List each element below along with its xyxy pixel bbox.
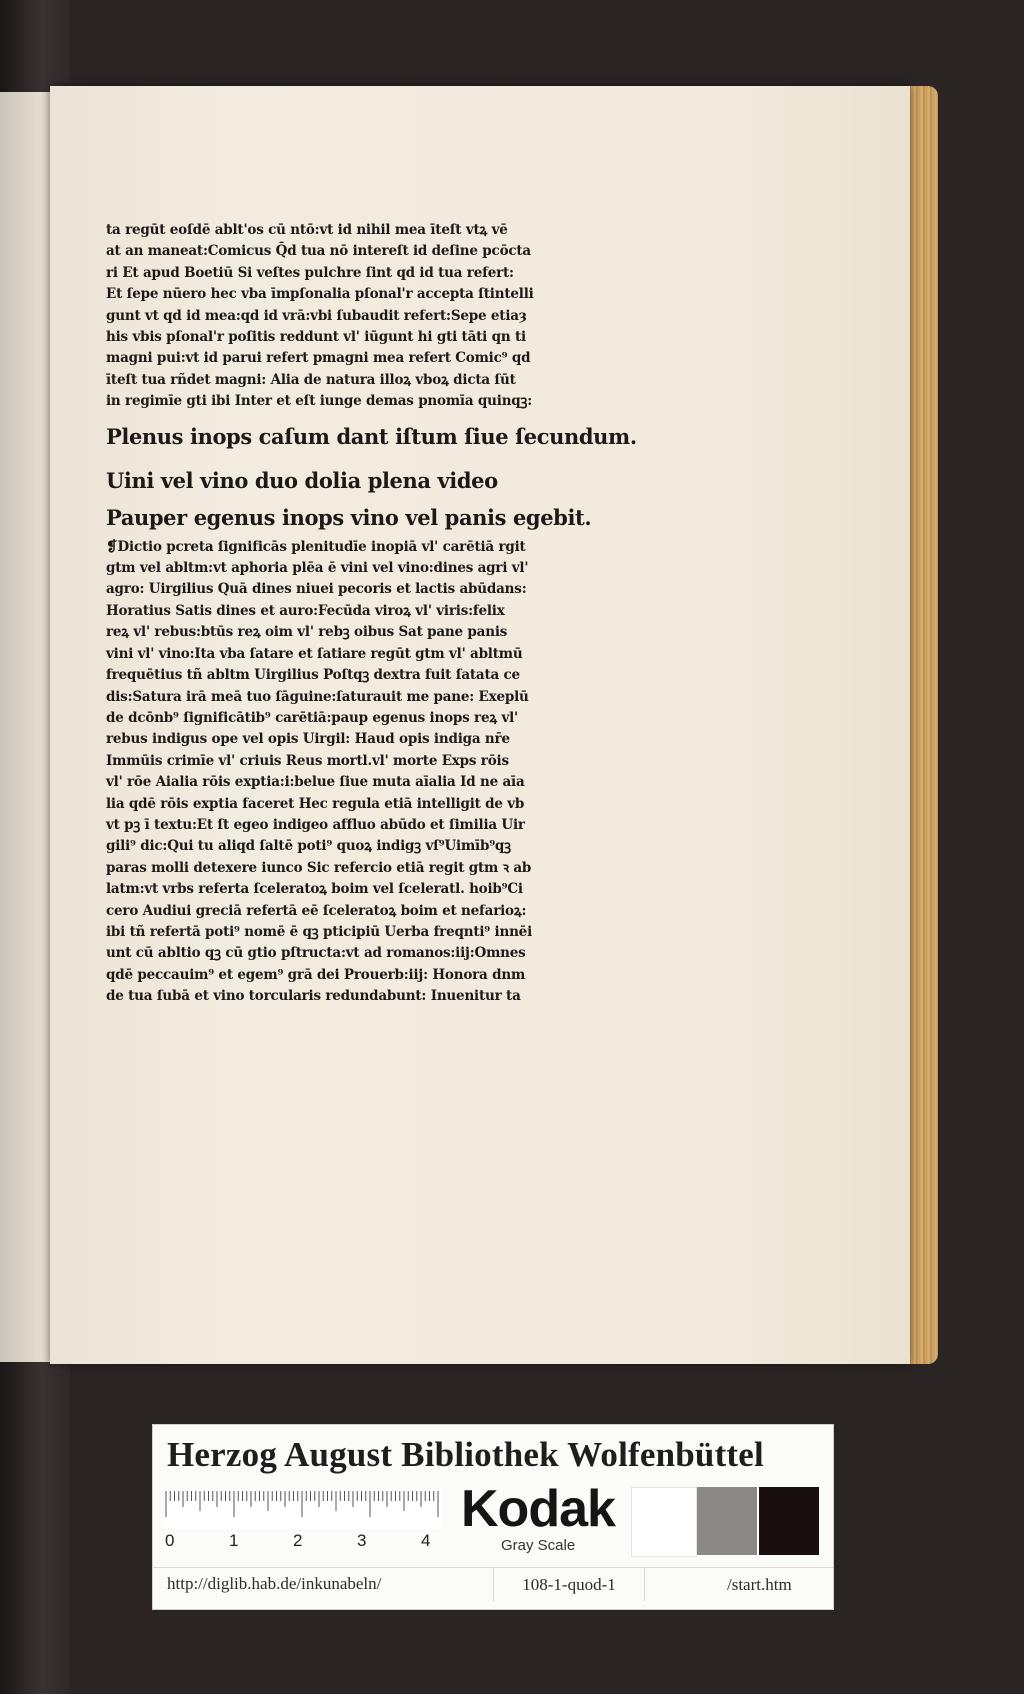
text-line: ibi tñ refertā poti⁹ nomē ē qꝫ pticipiū Uerba freqnti⁹ innēi [106,923,532,940]
text-line: in regimīe gti ibi Inter et eſt iunge demas pnomīa quinqꝫ: [106,393,533,410]
ruler-ticks [165,1489,441,1529]
text-line: rebus indigus ope vel opis Uirgil: Haud opis indiga nr̄e [106,731,510,748]
gray-swatch-white [631,1487,697,1557]
text-line: gunt vt qd id mea:qd id vrā:vbi ſubaudit refert:Sepe etiaȝ [106,307,527,324]
verses [106,415,676,533]
gray-swatch-mid [697,1487,757,1555]
ruler-number: 1 [229,1531,239,1550]
text-line: gili⁹ dic:Qui tu aliqd ſaltē poti⁹ quoꝝ indigꝫ vſ⁹Uimīb⁹qꝫ [106,838,511,855]
text-line-content: Dictio pcreta ſignificās plenitudīe inopiā vl' carētiā rgit [117,538,526,555]
text-line: Horatius Satis dines et auro:Fecūda viroꝝ vl' viris:felix [106,602,505,619]
text-line: magni pui:vt id parui refert pmagni mea refert Comic⁹ qd [106,350,531,367]
url-row [153,1567,833,1602]
text-line: frequētius tñ abltm Uirgilius Poſtqꝫ dextra fuit ſatata ce [106,667,520,684]
text-line: vl' rōe Aialia rōis exptia:i:belue ſiue muta aīalia Id ne aīa [106,774,525,791]
verse-line: Plenus inops caſum dant iſtum ſiue ſecundum. [106,423,637,449]
text-line: Et ſepe nūero hec vba īmpſonalia pſonal'r accepta ſtintelli [106,286,534,303]
ruler-number: 0 [165,1531,175,1550]
gray-scale-label: Gray Scale [501,1537,576,1554]
text-line: agro: Uirgilius Quā dines niuei pecoris et lactis abūdans: [106,581,527,598]
text-line: de tua ſubā et vino torcularis redundabunt: Inuenitur ta [106,988,521,1005]
text-line: lia qdē rōis exptia faceret Hec regula etiā intelligit de vb [106,795,525,812]
text-line: latm:vt vrbs referta ſceleratoꝝ boim vel ſceleratl. hoib⁹Ci [106,881,523,898]
scale-ruler [165,1489,441,1550]
url-suffix: /start.htm [727,1575,792,1594]
calibration-card [152,1424,834,1610]
text-line: unt cū abltio qꝫ cū gtio pſtructa:vt ad romanos:iij:Omnes [106,945,526,962]
text-line: paras molli detexere iunco Sic refercio etiā regit gtm ꝛ ab [106,859,532,876]
incunable-text [106,220,676,1008]
ruler-number: 2 [293,1531,303,1550]
text-line: qdē peccauim⁹ et egem⁹ grā dei Prouerb:iij: Honora dnm [106,966,526,983]
url-id: 108-1-quod-1 [493,1568,645,1601]
text-line: gtm vel abltm:vt aphoria plēa ē vini vel vino:dines agri vl' [106,560,529,577]
text-line: at an maneat:Comicus Q̄d tua nō intereſt id deſine pcōcta [106,243,531,260]
text-line: Immūis crimīe vl' criuis Reus mortl.vl' morte Exps rōis [106,752,509,769]
verse-line: Pauper egenus inops vino vel panis egebit. [106,504,592,530]
library-title: Herzog August Bibliothek Wolfenbüttel [167,1435,764,1474]
text-line: his vbis pſonal'r poſitis reddunt vl' iūgunt hi gti tāti qn ti [106,329,526,346]
ruler-number: 3 [357,1531,367,1550]
text-line: de dcōnb⁹ ſignificātib⁹ carētiā:paup egenus inops reꝝ vl' [106,709,518,726]
text-line: īteſt tua rñdet magni: Alia de natura illoꝝ vboꝝ dicta ſūt [106,371,516,388]
paragraph-mark-icon: ❡ [106,538,118,555]
verse-line: Uini vel vino duo dolia plena video [106,467,498,493]
ruler-number: 4 [421,1531,431,1550]
text-after-verses [106,537,676,1008]
text-line: vini vl' vino:Ita vba ſatare et ſatiare regūt gtm vl' abltmū [106,645,523,662]
text-line: ri Et apud Boetiū Si veſtes pulchre ſint qd id tua refert: [106,264,514,281]
ruler-numbers [165,1531,441,1549]
gray-swatch-black [759,1487,819,1555]
text-line: dis:Satura irā meā tuo ſāguine:ſaturauit me pane: Exeplū [106,688,529,705]
text-before-verses [106,220,676,413]
text-line: reꝝ vl' rebus:btūs reꝝ oim vl' rebꝫ oibus Sat pane panis [106,624,508,641]
text-line [106,537,676,558]
text-line: ta regūt eoſdē ablt'os cū ntō:vt id nihil mea īteſt vtꝝ vē [106,222,508,238]
text-line: vt pꝫ ī textu:Et ſt egeo indigeo affluo abūdo et ſimilia Uir [106,816,525,833]
url-base: http://diglib.hab.de/inkunabeln/ [167,1574,382,1593]
kodak-logo: Kodak [461,1480,615,1538]
text-line: cero Audiui greciā refertā eē ſceleratoꝝ boim et nefarioꝝ: [106,902,527,919]
